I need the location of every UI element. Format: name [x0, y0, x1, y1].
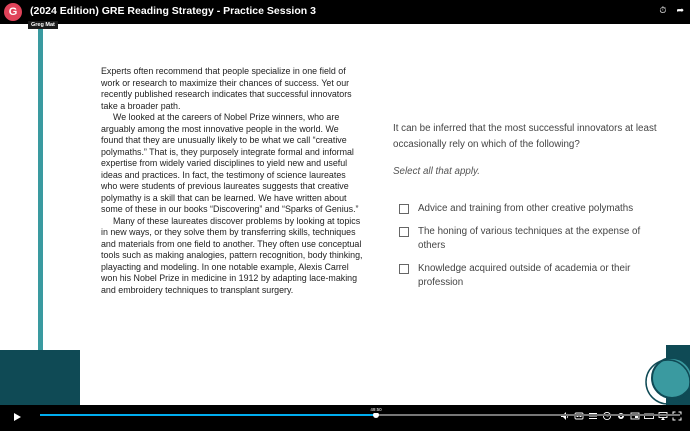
- decorative-teal-block: [0, 350, 80, 410]
- answer-options: [399, 202, 664, 299]
- answer-option-text: Knowledge acquired outside of academia or their profession: [418, 263, 631, 288]
- channel-name-tag[interactable]: Greg Mat: [28, 21, 58, 29]
- answer-option[interactable]: [399, 225, 664, 253]
- answer-checkbox[interactable]: [399, 227, 409, 237]
- channel-avatar[interactable]: G: [4, 3, 22, 21]
- decorative-teal-bar: [38, 24, 43, 390]
- answer-option-text: Advice and training from other creative polymaths: [418, 203, 634, 214]
- subtitles-icon[interactable]: [574, 411, 584, 421]
- settings-gear-icon[interactable]: [616, 411, 626, 421]
- question-instruction: Select all that apply.: [393, 166, 480, 177]
- passage-paragraph: Many of these laureates discover problems by looking at topics in new ways, or they solve them by transferring skills, techniques and materials from one field to another. They often use conceptual tools such as making analogies, pattern recognition, body thinking, playacting and modeling. In one notable example, Alexis Carrel won his Nobel Prize in medicine in 1912 by adapting lace-making and embroidery techniques to transplant surgery.: [101, 215, 363, 295]
- progress-bar[interactable]: [40, 414, 680, 416]
- fullscreen-icon[interactable]: [672, 411, 682, 421]
- reading-passage: [101, 66, 363, 296]
- right-controls: [560, 411, 682, 421]
- passage-paragraph: We looked at the careers of Nobel Prize winners, who are arguably among the most innovative people in the world. We found that they are unusually likely to be what we call “creative polymaths.” That is, they purposely integrate formal and informal expertise from widely varied disciplines to yield new and useful ideas and practices. In fact, the testimony of science laureates who were students of previous laureates suggests that creative polymathy is a skill that can be learned. We have written about some of these in our books “Discovering” and “Sparks of Genius.”: [101, 112, 359, 214]
- watch-later-icon[interactable]: ⏱: [659, 5, 667, 15]
- player-title-bar: [0, 0, 690, 24]
- timestamp-tooltip: 49:50: [370, 407, 382, 412]
- volume-icon[interactable]: [560, 411, 570, 421]
- top-bar-actions: [659, 5, 684, 16]
- video-title[interactable]: (2024 Edition) GRE Reading Strategy - Practice Session 3: [30, 5, 316, 17]
- miniplayer-icon[interactable]: [630, 411, 640, 421]
- progress-bar-fill: [40, 414, 376, 416]
- decorative-circle-graphic: [642, 345, 690, 405]
- player-controls: [0, 405, 690, 431]
- passage-paragraph: Experts often recommend that people specialize in one field of work or research to maximize their chances of success. Yet our recently published research indicates that successful innovators take a broader path.: [101, 66, 352, 111]
- clock-icon[interactable]: [602, 411, 612, 421]
- answer-option[interactable]: [399, 202, 664, 216]
- question-prompt: It can be inferred that the most successful innovators at least occasionally rely on which of the following?: [393, 123, 657, 150]
- answer-option-text: The honing of various techniques at the expense of others: [418, 226, 641, 251]
- answer-checkbox[interactable]: [399, 204, 409, 214]
- answer-checkbox[interactable]: [399, 264, 409, 274]
- airplay-icon[interactable]: [658, 411, 668, 421]
- answer-option[interactable]: [399, 262, 664, 290]
- theater-mode-icon[interactable]: [644, 411, 654, 421]
- chapters-icon[interactable]: [588, 411, 598, 421]
- play-icon[interactable]: [14, 413, 21, 421]
- share-icon[interactable]: ➦: [676, 5, 684, 15]
